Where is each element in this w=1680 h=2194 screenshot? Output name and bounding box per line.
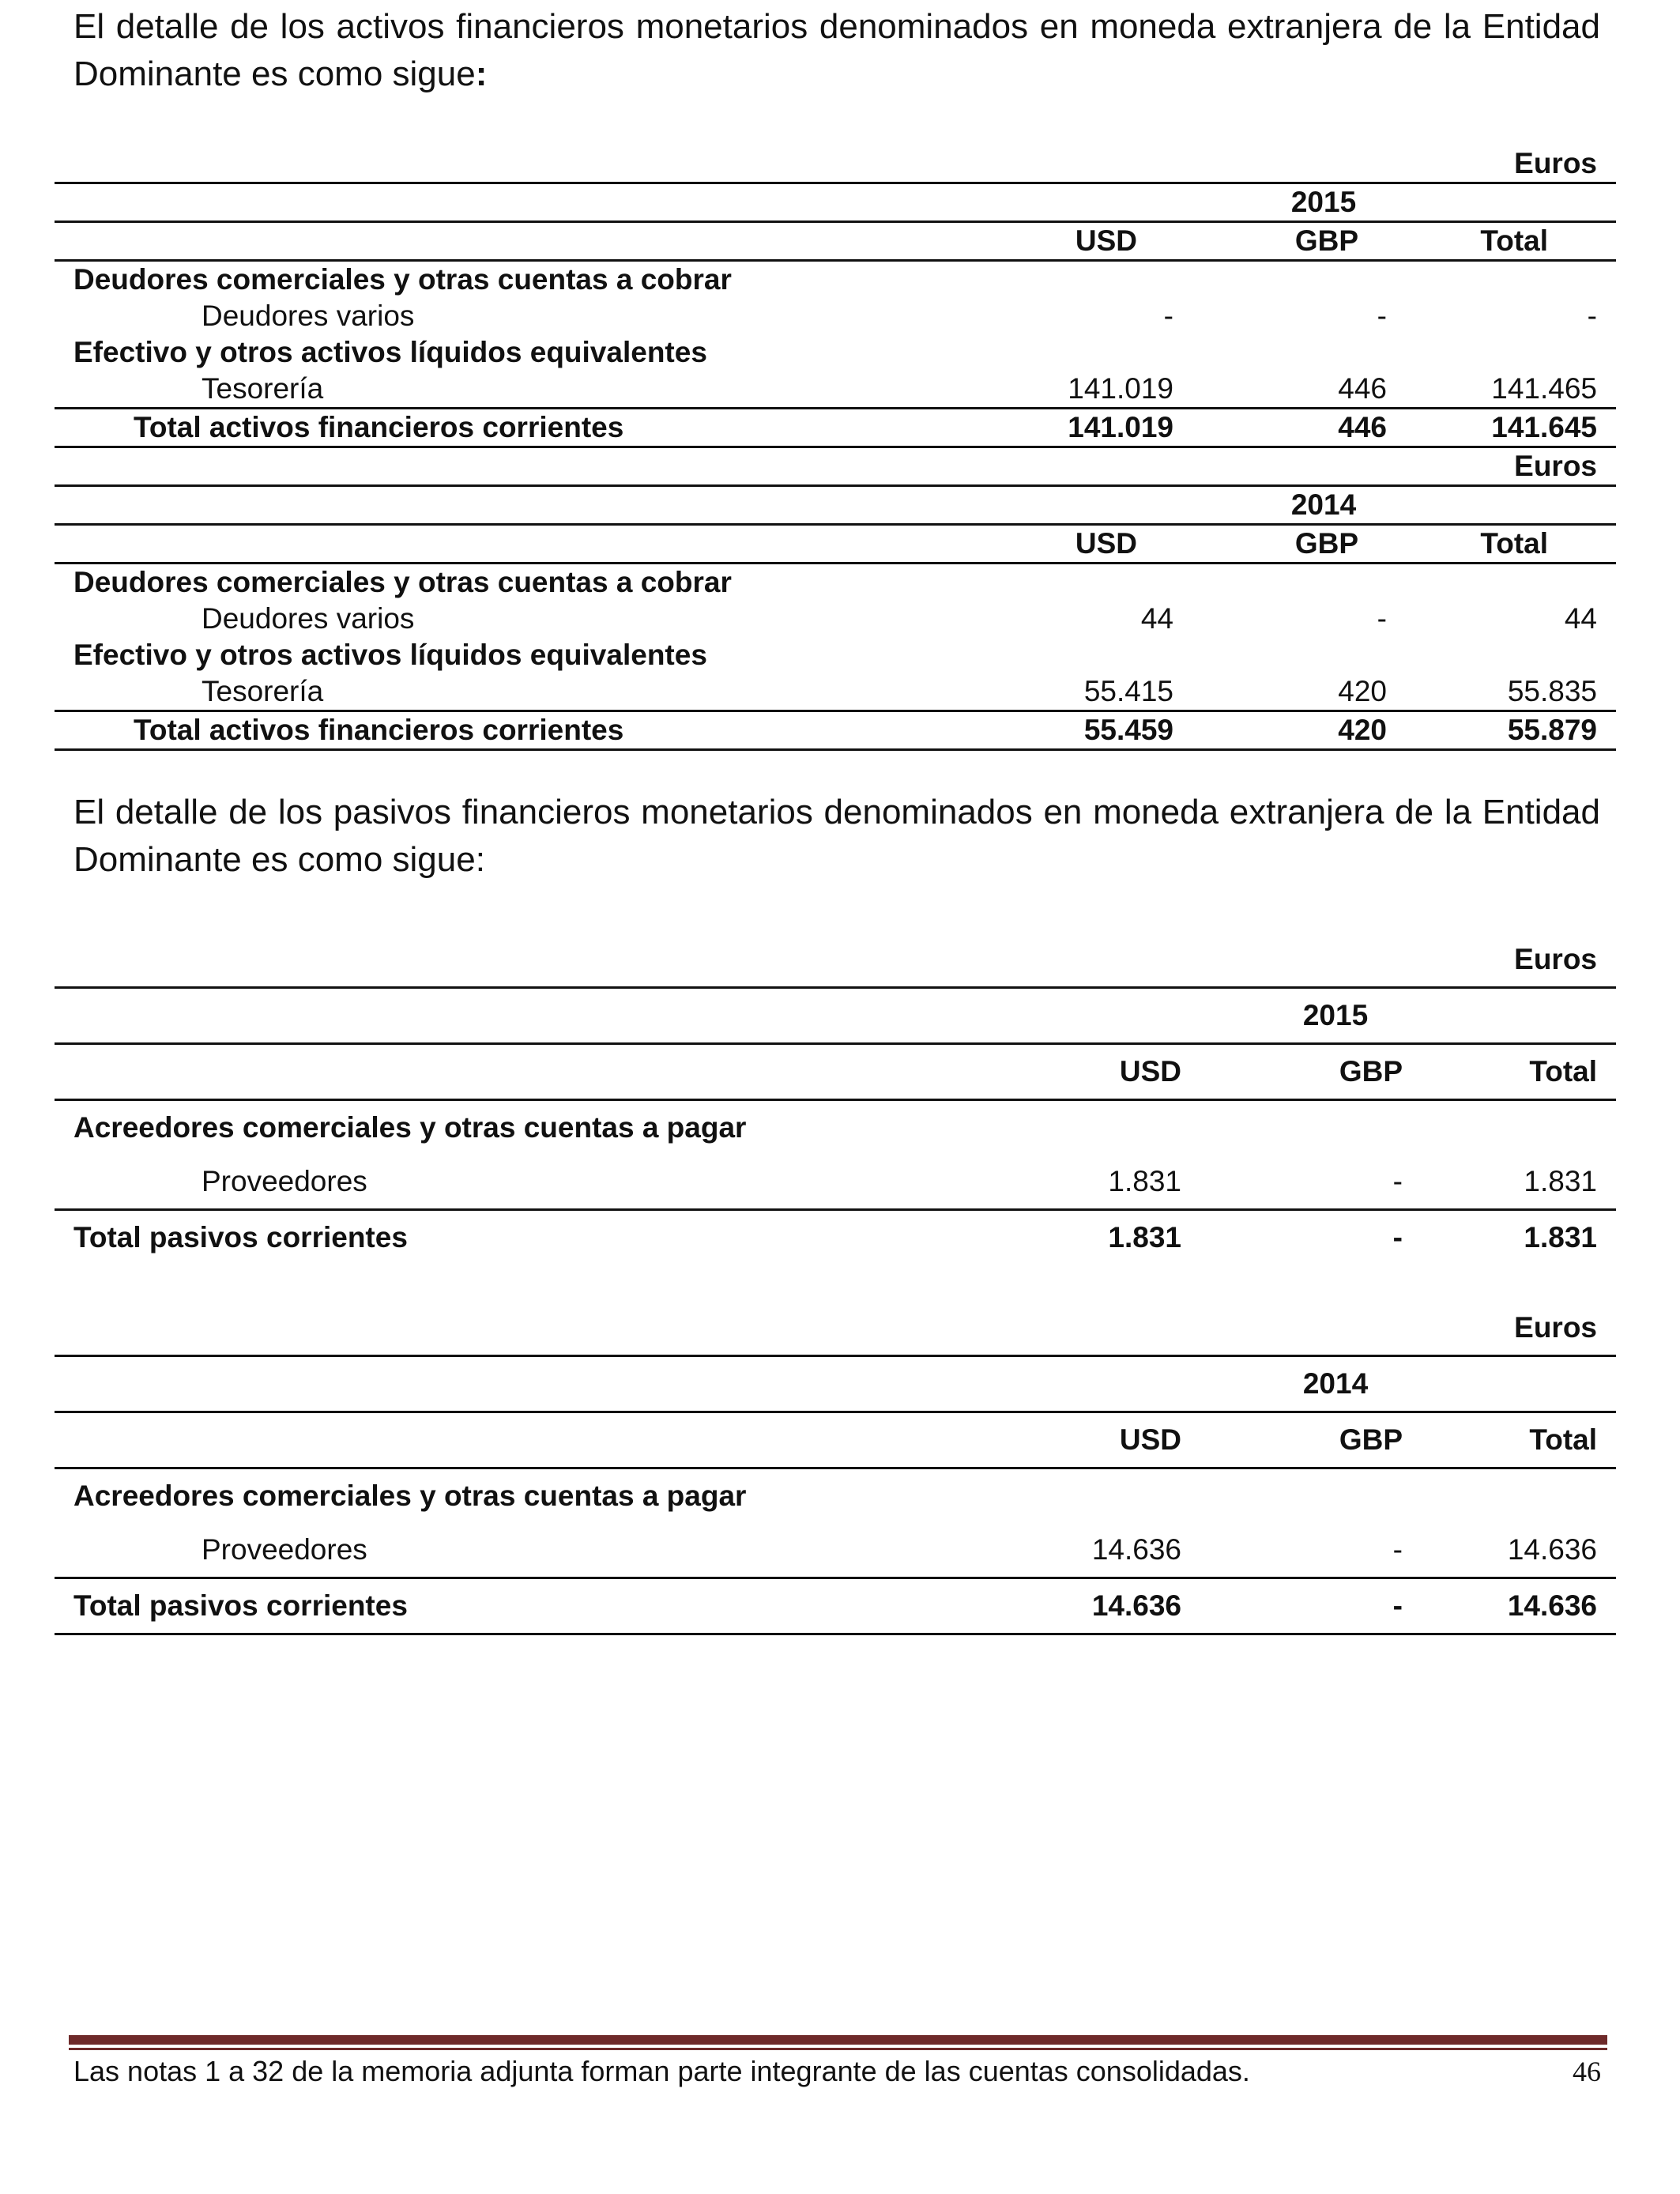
assets-2014-year-row xyxy=(55,486,1616,525)
page-number: 46 xyxy=(1573,2056,1601,2087)
liab-2015-col-total: Total xyxy=(1529,1055,1597,1088)
liab-2014-unit-row xyxy=(55,1301,1616,1356)
liab-2014-group-row xyxy=(55,1468,1616,1524)
assets-2014-col-gbp: GBP xyxy=(1294,527,1358,560)
assets-2014-col-total: Total xyxy=(1480,527,1548,560)
row-total: 55.835 xyxy=(1507,675,1597,707)
assets-2015-group2-row xyxy=(55,334,1616,371)
table-row xyxy=(55,371,1616,409)
liab-2015-year-row xyxy=(55,988,1616,1044)
row-gbp: - xyxy=(1392,1165,1403,1197)
assets-2015-year: 2015 xyxy=(1290,186,1357,218)
liab-2014-total-row xyxy=(55,1578,1616,1634)
table-row xyxy=(55,1523,1616,1578)
row-usd: 55.415 xyxy=(1083,675,1173,707)
row-total: 44 xyxy=(1564,602,1597,635)
intro-assets-colon: : xyxy=(475,55,488,93)
assets-2015-col-total: Total xyxy=(1480,224,1548,257)
row-total: 1.831 xyxy=(1524,1165,1597,1197)
table-row xyxy=(55,601,1616,637)
intro-assets-paragraph xyxy=(73,3,1600,98)
row-label: Deudores varios xyxy=(202,300,415,332)
liab-2014-unit: Euros xyxy=(1514,1311,1597,1344)
assets-2014-header-row xyxy=(55,525,1616,564)
row-usd: 1.831 xyxy=(1108,1165,1181,1197)
intro-liabilities-paragraph: El detalle de los pasivos financieros monetarios denominados en moneda extranjera de la Entidad Dominante es como sigue: xyxy=(73,793,1600,879)
liab-2015-group: Acreedores comerciales y otras cuentas a pagar xyxy=(73,1111,747,1144)
liab-2014-year: 2014 xyxy=(1302,1367,1369,1400)
row-label: Tesorería xyxy=(202,372,324,405)
liab-2015-unit: Euros xyxy=(1514,943,1597,975)
row-gbp: 420 xyxy=(1338,675,1387,707)
row-gbp: 446 xyxy=(1338,372,1387,405)
total-total: 14.636 xyxy=(1507,1589,1597,1622)
assets-2014-total-row xyxy=(55,711,1616,750)
row-total: 14.636 xyxy=(1507,1533,1597,1566)
table-row xyxy=(55,298,1616,334)
row-label: Proveedores xyxy=(202,1165,367,1197)
row-gbp: - xyxy=(1377,602,1387,635)
total-usd: 1.831 xyxy=(1108,1221,1181,1253)
liab-2014-group: Acreedores comerciales y otras cuentas a pagar xyxy=(73,1480,747,1512)
assets-2014-group1: Deudores comerciales y otras cuentas a cobrar xyxy=(73,566,732,598)
total-label: Total activos financieros corrientes xyxy=(134,714,624,746)
liab-2014-col-total: Total xyxy=(1529,1423,1597,1456)
assets-2014-group1-row xyxy=(55,564,1616,601)
total-label: Total pasivos corrientes xyxy=(73,1221,408,1253)
total-label: Total pasivos corrientes xyxy=(73,1589,408,1622)
footer-rule-thick xyxy=(69,2035,1607,2045)
assets-2015-total-row xyxy=(55,409,1616,447)
intro-assets-text: El detalle de los activos financieros monetarios denominados en moneda extranjera de la Entidad Dominante es como sigue xyxy=(73,7,1600,93)
liabilities-2014-table xyxy=(55,1301,1616,1635)
footer-rule-thin xyxy=(69,2048,1607,2050)
row-label: Proveedores xyxy=(202,1533,367,1566)
assets-2015-unit-row xyxy=(55,145,1616,183)
row-usd: 44 xyxy=(1140,602,1173,635)
liabilities-2015-table xyxy=(55,933,1616,1265)
row-usd: 14.636 xyxy=(1091,1533,1181,1566)
total-label: Total activos financieros corrientes xyxy=(134,411,624,443)
total-gbp: 420 xyxy=(1338,714,1387,746)
row-label: Deudores varios xyxy=(202,602,415,635)
row-total: 141.465 xyxy=(1491,372,1597,405)
assets-2015-col-usd: USD xyxy=(1075,224,1137,257)
liab-2015-year: 2015 xyxy=(1302,999,1369,1031)
assets-2014-group2-row xyxy=(55,637,1616,673)
liab-2014-header-row xyxy=(55,1412,1616,1468)
row-gbp: - xyxy=(1377,300,1387,332)
assets-2014-unit-row xyxy=(55,447,1616,486)
liab-2015-col-usd: USD xyxy=(1119,1055,1181,1088)
total-total: 141.645 xyxy=(1491,411,1597,443)
total-total: 1.831 xyxy=(1524,1221,1597,1253)
assets-2014-year: 2014 xyxy=(1290,488,1357,521)
liab-2015-group-row xyxy=(55,1100,1616,1155)
table-row xyxy=(55,673,1616,711)
liab-2014-col-usd: USD xyxy=(1119,1423,1181,1456)
assets-2014-unit: Euros xyxy=(1514,450,1597,482)
assets-table xyxy=(55,145,1616,751)
assets-2014-group2: Efectivo y otros activos líquidos equivalentes xyxy=(73,639,707,671)
row-usd: - xyxy=(1163,300,1173,332)
total-gbp: 446 xyxy=(1338,411,1387,443)
total-total: 55.879 xyxy=(1507,714,1597,746)
assets-2014-col-usd: USD xyxy=(1075,527,1137,560)
liab-2014-col-gbp: GBP xyxy=(1339,1423,1403,1456)
total-usd: 14.636 xyxy=(1091,1589,1181,1622)
assets-2015-col-gbp: GBP xyxy=(1294,224,1358,257)
assets-2015-group2: Efectivo y otros activos líquidos equivalentes xyxy=(73,336,707,368)
assets-2015-year-row xyxy=(55,183,1616,222)
footer-note: Las notas 1 a 32 de la memoria adjunta forman parte integrante de las cuentas consolidadas. xyxy=(73,2055,1250,2087)
table-row xyxy=(55,1155,1616,1210)
assets-2015-group1-row xyxy=(55,261,1616,299)
total-usd: 55.459 xyxy=(1083,714,1173,746)
assets-2015-group1: Deudores comerciales y otras cuentas a cobrar xyxy=(73,263,732,296)
row-gbp: - xyxy=(1392,1533,1403,1566)
row-total: - xyxy=(1587,300,1597,332)
row-label: Tesorería xyxy=(202,675,324,707)
row-usd: 141.019 xyxy=(1068,372,1173,405)
liab-2015-col-gbp: GBP xyxy=(1339,1055,1403,1088)
liab-2015-unit-row xyxy=(55,933,1616,988)
total-gbp: - xyxy=(1392,1221,1403,1253)
total-gbp: - xyxy=(1392,1589,1403,1622)
liab-2015-header-row xyxy=(55,1044,1616,1100)
liab-2014-year-row xyxy=(55,1356,1616,1412)
assets-2015-header-row xyxy=(55,222,1616,261)
total-usd: 141.019 xyxy=(1068,411,1173,443)
assets-2015-unit: Euros xyxy=(1514,147,1597,179)
liab-2015-total-row xyxy=(55,1210,1616,1265)
